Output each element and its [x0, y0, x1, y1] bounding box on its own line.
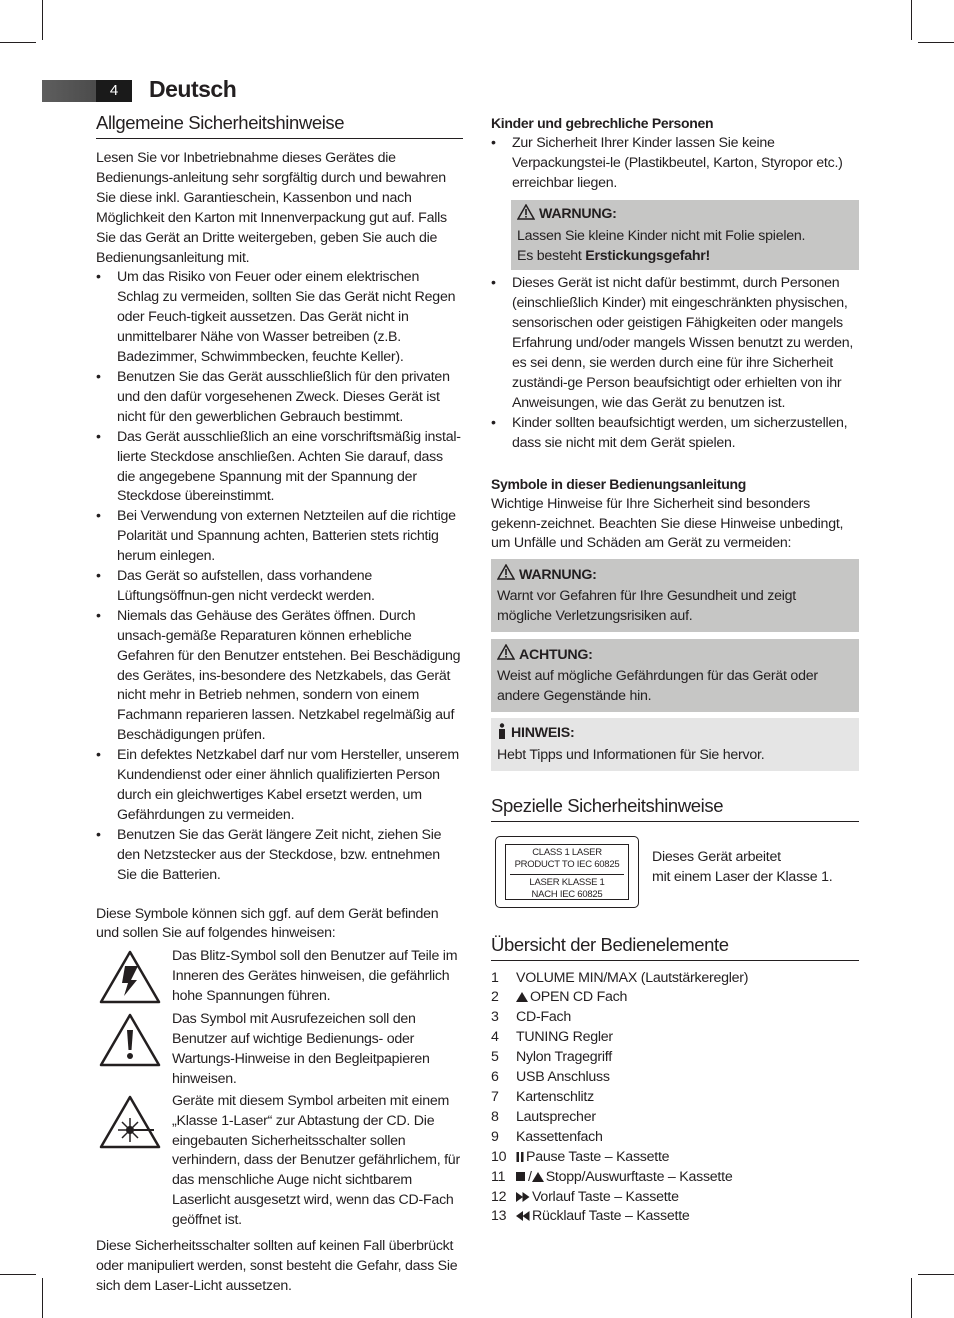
hint-label: HINWEIS: [511, 725, 575, 742]
laser-label-line: PRODUCT TO IEC 60825 [514, 859, 620, 871]
list-item: • Ein defektes Netzkabel darf nur vom Hersteller, unserem Kundendienst oder einer ähnlich qualifizierten Person durch ein gleichwertiges Kabel ersetzt werden, um Gefährdungen zu vermeiden. [96, 746, 463, 826]
symbol-row [96, 1010, 463, 1090]
outro-paragraph: Diese Sicherheitsschalter sollten auf keinen Fall überbrückt oder manipuliert werden, sonst besteht die Gefahr, dass Sie sich dem Laser-Licht aussetzen. [96, 1238, 458, 1294]
warning-notice [491, 559, 859, 632]
item-label: CD-Fach [516, 1009, 572, 1026]
hint-text: Hebt Tipps und Informationen für Sie hervor. [497, 746, 765, 763]
laser-class-label [495, 836, 639, 908]
item-number: 7 [491, 1089, 499, 1105]
laser-description [652, 848, 832, 888]
list-item: • Benutzen Sie das Gerät längere Zeit nicht, ziehen Sie den Netzstecker aus der Steckdose, bzw. entnehmen Sie die Batterien. [96, 826, 463, 886]
list-item [491, 969, 859, 989]
list-item: • Niemals das Gehäuse des Gerätes öffnen. Durch unsach-gemäße Reparaturen können erhebliche Gefahren für den Benutzer entstehen. Bei Beschädigung des Gerätes, ins-besondere des Netzkabels, das Gerät nicht mehr in Betrieb nehmen, sondern von einem Fachmann reparieren lassen. Netzkabel regelmäßig auf Beschädigungen prüfen. [96, 607, 463, 746]
symbols-intro: Diese Symbole können sich ggf. auf dem Gerät befinden und sollen Sie auf folgendes hinweisen: [96, 905, 439, 942]
item-label: VOLUME MIN/MAX (Lautstärkeregler) [516, 969, 749, 986]
rewind-icon [516, 1211, 530, 1221]
list-item [491, 1048, 859, 1068]
safety-list [96, 268, 463, 885]
info-icon [497, 723, 507, 746]
hint-head [497, 723, 853, 746]
eject-icon [516, 992, 528, 1002]
item-label: TUNING Regler [516, 1029, 613, 1046]
warning-emphasis: Erstickungsgefahr! [585, 247, 711, 264]
crop-mark [0, 1274, 36, 1275]
item-number: 12 [491, 1188, 507, 1205]
list-item: • Zur Sicherheit Ihrer Kinder lassen Sie keine Verpackungstei-le (Plastikbeutel, Karton, Styropor etc.) erreichbar liegen. [491, 134, 859, 194]
symbols-intro: Wichtige Hinweise für Ihre Sicherheit sind besonders gekenn-zeichnet. Beachten Sie diese Hinweise unbedingt, um Unfälle und Schäden am Gerät zu vermeiden: [491, 495, 844, 552]
item-label: OPEN CD Fach [530, 989, 628, 1006]
item-number: 13 [491, 1208, 507, 1225]
item-number: 2 [491, 989, 499, 1006]
item-number: 1 [491, 969, 499, 986]
crop-mark [918, 1274, 954, 1275]
fast-forward-icon [516, 1192, 530, 1202]
symbol-row [96, 947, 463, 1007]
list-item [491, 1168, 859, 1188]
warning-head [517, 204, 853, 227]
laser-label-line: CLASS 1 LASER [532, 846, 602, 858]
controls-list [491, 969, 859, 1228]
right-column [491, 113, 859, 1227]
list-item [491, 1207, 859, 1227]
list-item: • Um das Risiko von Feuer oder einem elektrischen Schlag zu vermeiden, sollten Sie das Gerät nicht Regen oder Feuch-tigkeit aussetzen. Das Gerät nicht in unmittelbarer Nähe von Wasser betreiben (z.B. Badezimmer, Schwimmbecken, feuchte Keller). [96, 268, 463, 368]
list-item: • Kinder sollten beaufsichtigt werden, um sicherzustellen, dass sie nicht mit dem Gerät spielen. [491, 414, 859, 454]
item-label: Lautsprecher [516, 1108, 596, 1125]
laser-label-line: LASER KLASSE 1 [529, 876, 605, 888]
item-number: 5 [491, 1049, 499, 1066]
symbol-text: Das Blitz-Symbol soll den Benutzer auf Teile im Inneren des Gerätes hinweisen, die gefährlich hohe Spannungen führen. [172, 948, 458, 1005]
warning-head [497, 564, 853, 587]
laser-text-line: mit einem Laser der Klasse 1. [652, 868, 833, 885]
list-item [491, 1028, 859, 1048]
list-item: • Das Gerät so aufstellen, dass vorhandene Lüftungsöffnun-gen nicht verdeckt werden. [96, 567, 463, 607]
item-label: Rücklauf Taste – Kassette [532, 1208, 690, 1225]
crop-mark [42, 0, 43, 40]
list-item [491, 1148, 859, 1168]
symbol-text: Geräte mit diesem Symbol arbeiten mit einem „Klasse 1-Laser“ zur Abtastung der CD. Die eingebauten Sicherheitsschalter sollen verhindern, dass der Benutzer gefährlichem, für das menschliche Auge nicht sichtbarem Laserlicht ausgesetzt wird, wenn das CD-Fach geöffnet ist. [172, 1092, 460, 1229]
pause-icon [516, 1152, 524, 1162]
symbol-text: Das Symbol mit Ausrufezeichen soll den Benutzer auf wichtige Bedienungs- oder Wartungs-Hinweise in den Begleitpapieren hinweisen. [172, 1011, 430, 1087]
warning-label: WARNUNG: [519, 566, 597, 583]
item-number: 4 [491, 1029, 499, 1046]
children-heading: Kinder und gebrechliche Personen [491, 115, 714, 131]
general-safety-heading: Allgemeine Sicherheitshinweise [96, 110, 463, 139]
intro-paragraph: Lesen Sie vor Inbetriebnahme dieses Gerätes die Bedienungs-anleitung sehr sorgfältig durch und bewahren Sie diese inkl. Garantieschein, Kassenbon und nach Möglichkeit den Karton mit Innenverpackung gut auf. Falls Sie das Gerät an Dritte weitergeben, geben Sie auch die Bedienungsanleitung mit. [96, 150, 447, 266]
item-label: Vorlauf Taste – Kassette [532, 1188, 679, 1205]
caution-head [497, 644, 853, 667]
children-list [491, 274, 859, 453]
lightning-warning-icon [96, 947, 164, 1007]
controls-heading: Übersicht der Bedienelemente [491, 932, 859, 961]
laser-label-divider [510, 874, 624, 875]
caution-text: Weist auf mögliche Gefährdungen für das Gerät oder andere Gegenstände hin. [497, 667, 818, 704]
laser-label-inner [505, 844, 629, 900]
item-number: 6 [491, 1069, 499, 1086]
warning-line: Lassen Sie kleine Kinder nicht mit Folie spielen. [517, 227, 806, 244]
list-item: • Das Gerät ausschließlich an eine vorschriftsmäßig instal-lierte Steckdose anschließen. Achten Sie darauf, dass die angegebene Spannung mit der Spannung der Steckdose übereinstimmt. [96, 428, 463, 508]
page-number: 4 [96, 80, 132, 102]
list-item [491, 1008, 859, 1028]
eject-icon [532, 1172, 544, 1182]
item-label: Nylon Tragegriff [516, 1049, 612, 1066]
list-item [491, 1128, 859, 1148]
list-item [491, 988, 859, 1008]
list-item: • Bei Verwendung von externen Netzteilen auf die richtige Polarität und Spannung achten, Batterien stets richtig herum einlegen. [96, 507, 463, 567]
item-number: 8 [491, 1108, 499, 1125]
caution-notice [491, 639, 859, 712]
item-number: 3 [491, 1009, 499, 1026]
symbols-heading: Symbole in dieser Bedienungsanleitung [491, 475, 746, 492]
list-item: • Benutzen Sie das Gerät ausschließlich für den privaten und den dafür vorgesehenen Zweck. Dieses Gerät ist nicht für den gewerblichen Gebrauch bestimmt. [96, 368, 463, 428]
warning-triangle-icon [517, 204, 535, 227]
symbol-row [96, 1092, 463, 1231]
crop-mark [911, 1278, 912, 1318]
item-number: 11 [491, 1168, 506, 1185]
exclamation-warning-icon [96, 1010, 164, 1090]
item-label: Stopp/Auswurftaste – Kassette [545, 1168, 733, 1185]
list-item [491, 1188, 859, 1208]
item-number: 10 [491, 1148, 507, 1165]
item-number: 9 [491, 1128, 499, 1145]
children-list [491, 134, 859, 194]
warning-text: Es besteht [517, 247, 586, 264]
laser-warning-icon [96, 1092, 164, 1231]
item-label: USB Anschluss [516, 1069, 610, 1086]
warning-text: Warnt vor Gefahren für Ihre Gesundheit und zeigt mögliche Verletzungsrisiken auf. [497, 588, 796, 625]
laser-text-line: Dieses Gerät arbeitet [652, 848, 781, 865]
hint-notice [491, 718, 859, 771]
crop-mark [911, 0, 912, 40]
separator-slash: / [528, 1168, 532, 1185]
caution-triangle-icon [497, 644, 515, 667]
crop-mark [42, 1278, 43, 1318]
item-label: Kartenschlitz [516, 1089, 594, 1105]
warning-triangle-icon [497, 564, 515, 587]
laser-label-line: NACH IEC 60825 [531, 889, 603, 901]
stop-icon [516, 1172, 525, 1181]
list-item: • Dieses Gerät ist nicht dafür bestimmt, durch Personen (einschließlich Kinder) mit eingeschränkten physischen, sensorischen oder geistigen Fähigkeiten oder mangels Erfahrung und/oder mangels Wissen benutzt zu werden, es sei denn, sie werden durch eine für ihre Sicherheit zuständi-ge Person beaufsichtigt oder erhielten von ihr Anweisungen, wie das Gerät zu benutzen ist. [491, 274, 859, 413]
crop-mark [0, 42, 36, 43]
list-item [491, 1068, 859, 1088]
child-warning-box [511, 200, 859, 271]
item-label: Kassettenfach [516, 1128, 603, 1145]
list-item [491, 1088, 859, 1108]
item-label: Pause Taste – Kassette [526, 1148, 670, 1165]
left-column [96, 110, 463, 1297]
warning-label: WARNUNG: [539, 206, 617, 223]
laser-info-row [491, 836, 859, 908]
language-title: Deutsch [149, 76, 237, 102]
crop-mark [918, 42, 954, 43]
special-safety-heading: Spezielle Sicherheitshinweise [491, 793, 859, 822]
list-item [491, 1108, 859, 1128]
warning-line [517, 247, 853, 267]
caution-label: ACHTUNG: [519, 646, 593, 663]
